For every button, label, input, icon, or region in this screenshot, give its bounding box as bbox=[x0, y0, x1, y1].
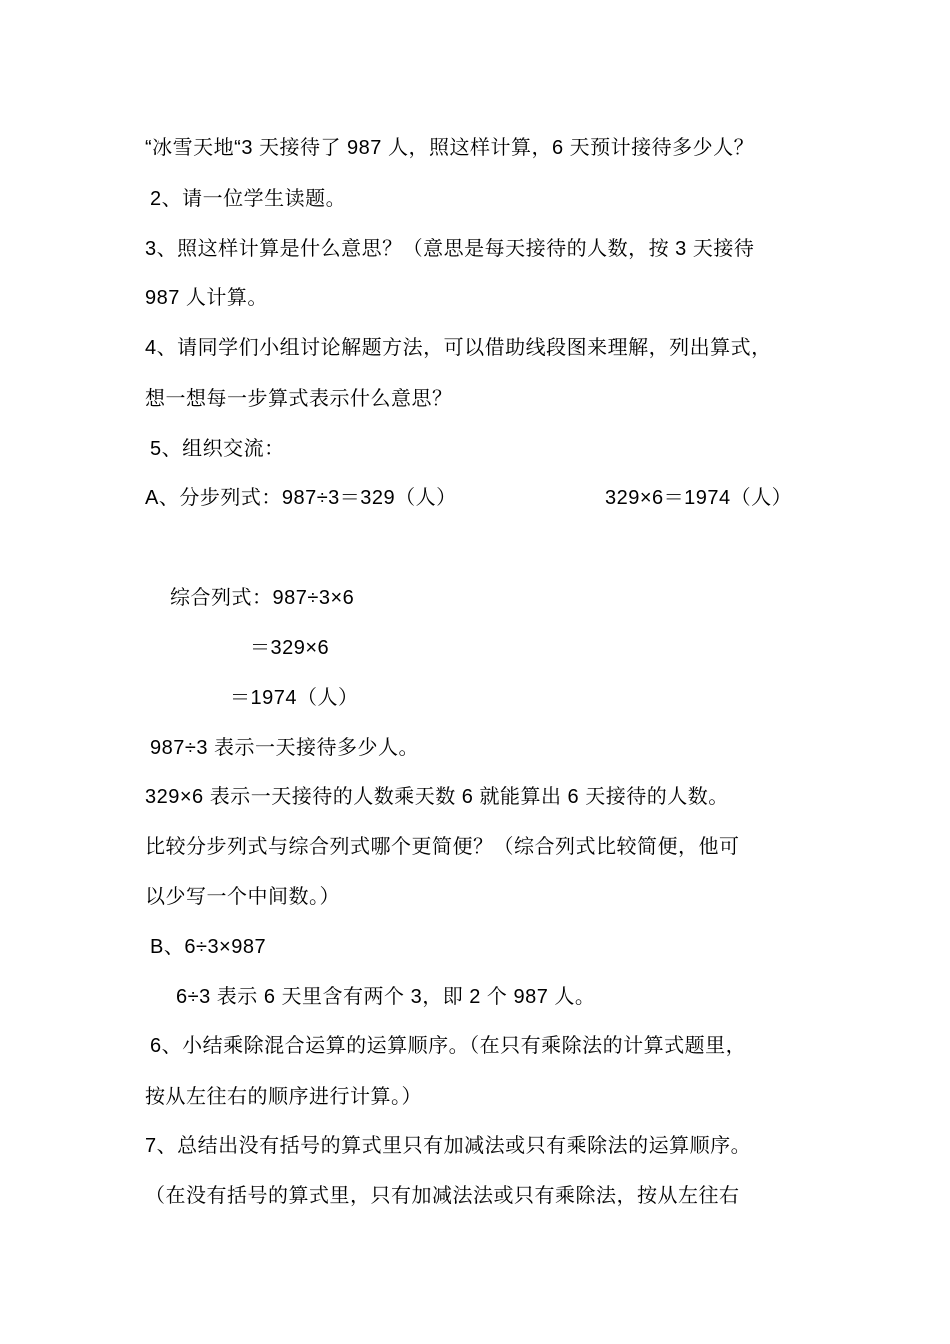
step-7-conclusion-continued: （在没有括号的算式里，只有加减法法或只有乘除法，按从左往右 bbox=[145, 1185, 740, 1207]
step-4-group-discussion: 4、请同学们小组讨论解题方法，可以借助线段图来理解，列出算式， bbox=[145, 337, 772, 359]
explanation-329-times-6: 329×6 表示一天接待的人数乘天数 6 就能算出 6 天接待的人数。 bbox=[145, 786, 729, 808]
step-4-group-discussion-continued: 想一想每一步算式表示什么意思？ bbox=[145, 388, 453, 410]
combined-formula-step-2: ＝1974（人） bbox=[230, 687, 359, 709]
step-5-exchange: 5、组织交流： bbox=[150, 438, 285, 460]
step-6-summary-continued: 按从左往右的顺序进行计算。） bbox=[145, 1086, 422, 1108]
comparison-question-continued: 以少写一个中间数。） bbox=[145, 886, 340, 908]
method-b-explanation: 6÷3 表示 6 天里含有两个 3，即 2 个 987 人。 bbox=[176, 986, 596, 1008]
combined-formula-step-1: ＝329×6 bbox=[250, 637, 330, 659]
step-2-read-problem: 2、请一位学生读题。 bbox=[150, 188, 347, 210]
method-a-step-formula-1: A、分步列式：987÷3＝329（人） bbox=[145, 487, 457, 509]
step-6-summary: 6、小结乘除混合运算的运算顺序。（在只有乘除法的计算式题里， bbox=[150, 1035, 747, 1057]
step-7-conclusion: 7、总结出没有括号的算式里只有加减法或只有乘除法的运算顺序。 bbox=[145, 1135, 752, 1157]
step-3-meaning-continued: 987 人计算。 bbox=[145, 287, 268, 309]
combined-formula: 综合列式：987÷3×6 bbox=[170, 587, 355, 609]
comparison-question: 比较分步列式与综合列式哪个更简便？（综合列式比较简便，他可 bbox=[145, 836, 740, 858]
method-b-formula: B、6÷3×987 bbox=[150, 936, 267, 958]
problem-statement: “冰雪天地“3 天接待了 987 人，照这样计算，6 天预计接待多少人？ bbox=[145, 137, 755, 159]
explanation-987-div-3: 987÷3 表示一天接待多少人。 bbox=[150, 737, 420, 759]
step-3-meaning: 3、照这样计算是什么意思？（意思是每天接待的人数，按 3 天接待 bbox=[145, 238, 755, 260]
method-a-step-formula-2: 329×6＝1974（人） bbox=[605, 487, 793, 509]
